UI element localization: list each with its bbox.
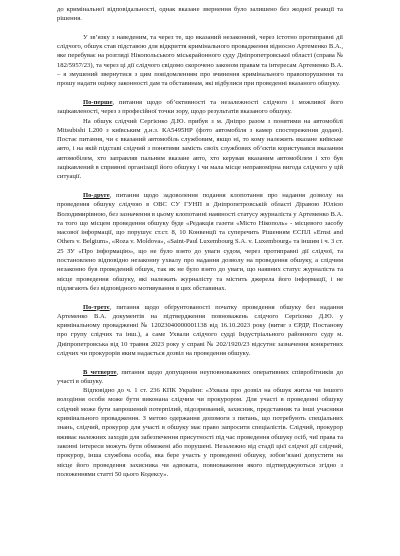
second-point-text: , питання щодо задоволення подання клопотання про надання дозволу на проведення обшуку слідчою в ОВС СУ ГУНП в Дніпропетровській області Діравою Юлією Володимирівною, без зазначення в цьому клопотанні наявності статусу журналіста у Артеменко В.А. та того що місцем проведення обшуку буде «Редакція газети «Місто Нікополь» - місцевого засобу масової інформації, що порушує ст.ст. 8, 10 Конвенції та суперечить Рішенням ЄСПЛ «Ernst and Others v. Belgium», «Roza v. Moldova», «Saint-Paul Luxembourg S.A. v. Luxembourg» та іншим і ч. 3 ст. 25 ЗУ «Про інформацію», що не було взято до уваги судом, через протиправні дії слідчої, та постановлено відповідно незаконну ухвалу про надання дозволу на проведення обшуку, а слідчим незаконно був проведений обшук, так як не було взято до уваги, що наявних статус журналіста та місце проведення обшуку, які належать журналісту та містить джерела його інформації, і не підлягають без відповідного мотивування в цих обставинах. (57, 191, 343, 292)
third-point-heading: По-третє (83, 303, 110, 311)
fourth-point-heading: В четверте (83, 368, 117, 376)
spacer (57, 24, 343, 33)
paragraph-intro: до кримінальної відповідальності, однак вказане звернення було залишено без жодної реакції та рішення. (57, 6, 343, 23)
spacer (57, 182, 343, 191)
spacer (57, 89, 343, 98)
first-point-text: , питання щодо об’єктивності та незалежності слідчого і можливої його зацікавленості, через з професійної точки зору, щодо результатів вказаного обшуку. (57, 98, 343, 116)
paragraph-second-point (57, 191, 343, 293)
paragraph-vehicle: На обшук слідчий Сергієнко Д.Ю. прибув з м. Дніпро разом з понятими на автомобілі Mitsubishi L200 з київським д.н.з. КА5495НР (фото автомобіля з камер спостереження додаю). Постає питання, чи є вказаний автомобіль службовим, якщо ні, то кому належить вказане київське авто, і на якій підставі слідчий з понятими замість своїх службових об’єктів користувався вказаним автомобілем, хто заправляв пальним вказане авто, хто керував вказаним автомобілем і хто був зацікавлений в сприянні організації його обшуку і чи мала місце неправомірна вигода слідчого у цій ситуації. (57, 117, 343, 181)
paragraph-fourth-point (57, 368, 343, 387)
paragraph-cpc-quote: Відповідно до ч. 1 ст. 236 КПК України: «Ухвала про дозвіл на обшук житла чи іншого володіння особи може бути виконана слідчим чи прокурором. Для участі в проведенні обшуку слідчий може бути запрошений потерпілий, підозрюваний, захисник, представник та інші учасники кримінального провадження. З метою одержання допомоги з питань, що потребують спеціальних знань, слідчий, прокурор для участі в обшуку має право запросити спеціалістів. Слідчий, прокурор вживає належних заходів для забезпечення присутності під час проведення обшуку осіб, чиї права та законні інтереси можуть бути обмежені або порушені. Незалежно від стадії цієї слідчої дії слідчий, прокурор, інша службова особа, яка бере участь у проведенні обшуку, зобов’язані допустити на місце його проведення захисника чи адвоката, повноваження якого підтверджуються згідно з положеннями статті 50 цього Кодексу». (57, 387, 343, 478)
paragraph-first-point (57, 98, 343, 117)
fourth-point-text: , питання щодо допущення неуповноважених оперативних співробітників до участі в обшуку. (57, 368, 343, 385)
spacer (57, 293, 343, 302)
third-point-text: , питання щодо обґрунтованості початку проведення обшуку без надання Артеменко В.А. документів на підтвердження повноважень слідчого Сергієнко Д.Ю. у кримінальному провадженні № 12023040000001138 від 16.10.2023 року (витяг з ЄРДР, Постанову про групу слідчих та інш.), а саме Ухвали слідчого судді Індустріального районного суду м. Дніпропетровська від 10 травня 2023 року у справі № 202/1920/23 відсутнє зазначення конкретних слідчих чи прокурорів яким надається дозвіл на проведення обшуку. (57, 303, 343, 357)
paragraph-third-point (57, 303, 343, 359)
second-point-heading: По-друге (83, 191, 110, 199)
spacer (57, 358, 343, 367)
paragraph-request: У зв’язку з наведеним, та через те, що вказаний незаконний, через істотно протиправні дії слідчого, обшук став підставою для відкриття кримінального провадження відносно Артеменко В.А., яке перебуває на розгляді Нікопольського міськрайонного суду Дніпропетровської області (справа № 182/5957/23), та через ці дії слідчого свідомо скорочено законом правам та інтересам Артеменко В.А. – я змушений звернутися з цим повідомленням про вчинення кримінального правопорушення та прошу надати оцінку законності дам та обставинам, які відбулися при проведенні вказаного обшуку. (57, 33, 343, 88)
first-point-heading: По-перше (83, 98, 113, 106)
